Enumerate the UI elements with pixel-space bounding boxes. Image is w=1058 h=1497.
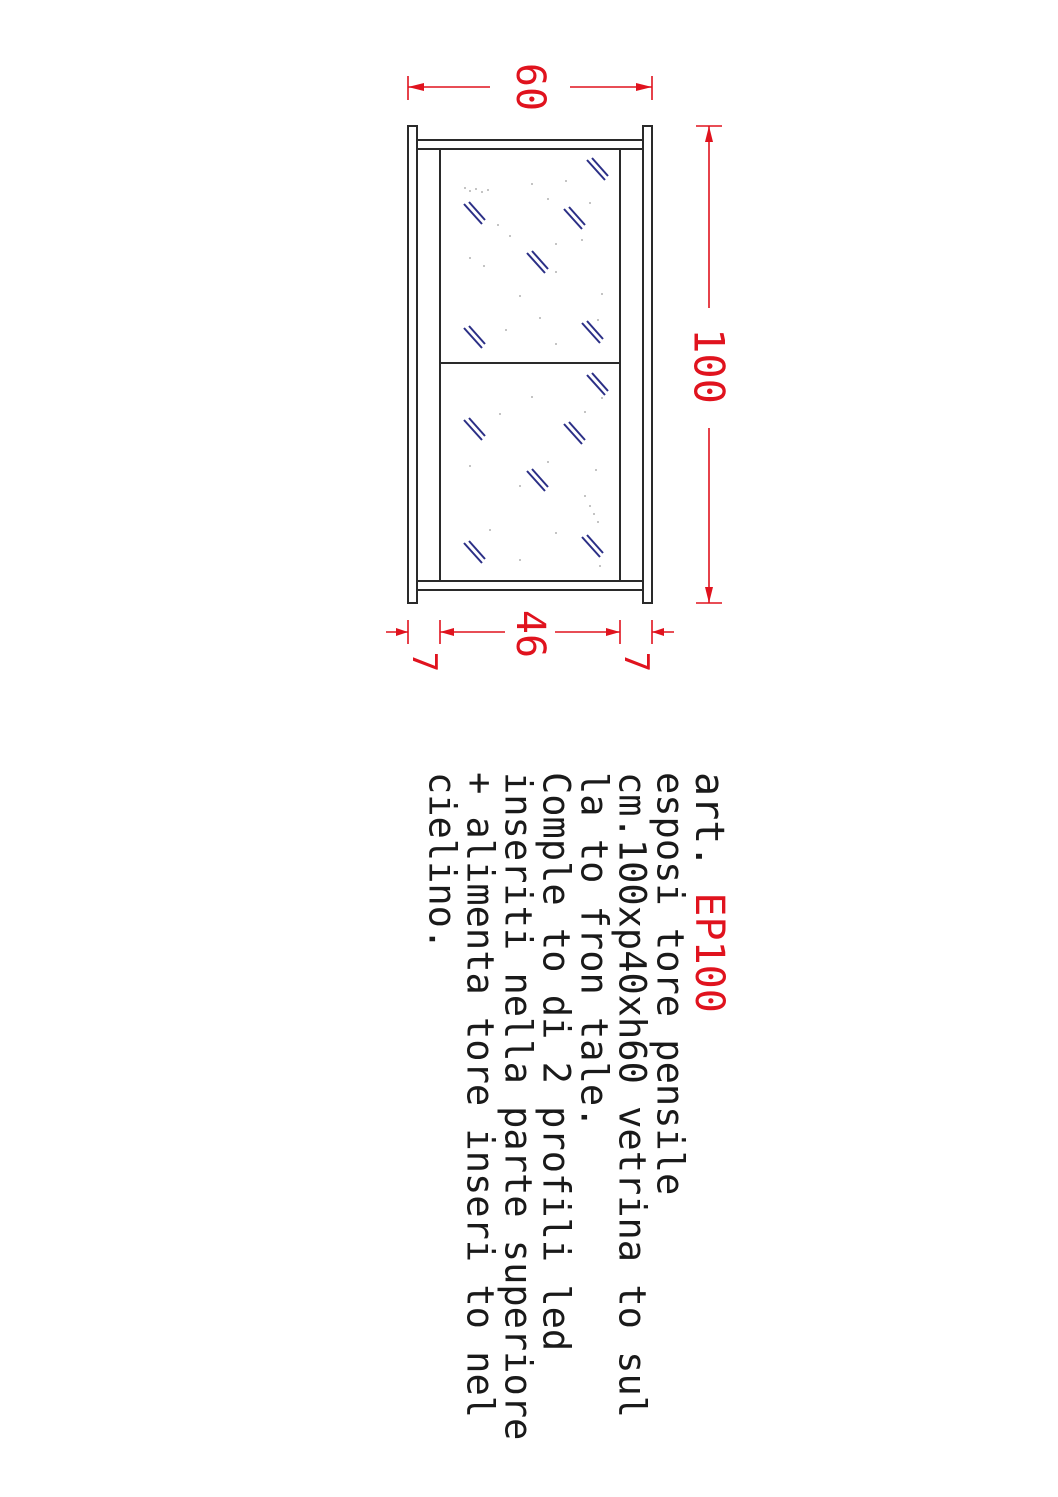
- description-line-5: inseriti nella parte superiore: [496, 772, 540, 1441]
- glass-mark: [464, 326, 485, 348]
- glass-mark: [464, 418, 485, 440]
- dimension-label-7-left: 7: [404, 651, 444, 673]
- dimension-100: [685, 126, 734, 603]
- article-code: EP100: [686, 892, 732, 1013]
- glass-mark: [587, 373, 608, 395]
- glass-mark: [464, 541, 485, 563]
- dimension-bottom: [386, 610, 674, 672]
- cabinet-outline: [408, 126, 652, 603]
- description-line-7: cielino.: [420, 772, 464, 951]
- description-line-1: esposi tore pensile: [648, 772, 692, 1196]
- description-block: [421, 772, 733, 1440]
- glass-specks: [464, 180, 603, 567]
- dimension-label-100: 100: [684, 328, 734, 404]
- glass-mark: [582, 321, 603, 343]
- glass-mark: [464, 202, 485, 224]
- description-line-6: + alimenta tore inseri to nel: [458, 772, 502, 1419]
- glass-mark: [564, 207, 585, 229]
- glass-mark: [564, 422, 585, 444]
- glass-mark: [587, 158, 608, 180]
- article-prefix: art.: [686, 772, 732, 893]
- article-line: [686, 772, 732, 1013]
- description-line-2: cm.100xp40xh60 vetrina to sul: [610, 772, 654, 1419]
- dimension-label-7-right: 7: [616, 651, 656, 673]
- description-line-4: Comple to di 2 profili led: [534, 772, 578, 1352]
- dimension-label-60: 60: [507, 62, 553, 112]
- glass-hatching: [464, 158, 608, 563]
- description-line-3: la to fron tale.: [572, 772, 616, 1129]
- dimension-label-46: 46: [507, 609, 553, 659]
- dimension-60: [408, 63, 652, 111]
- glass-mark: [527, 469, 548, 491]
- glass-mark: [527, 251, 548, 273]
- glass-mark: [582, 535, 603, 557]
